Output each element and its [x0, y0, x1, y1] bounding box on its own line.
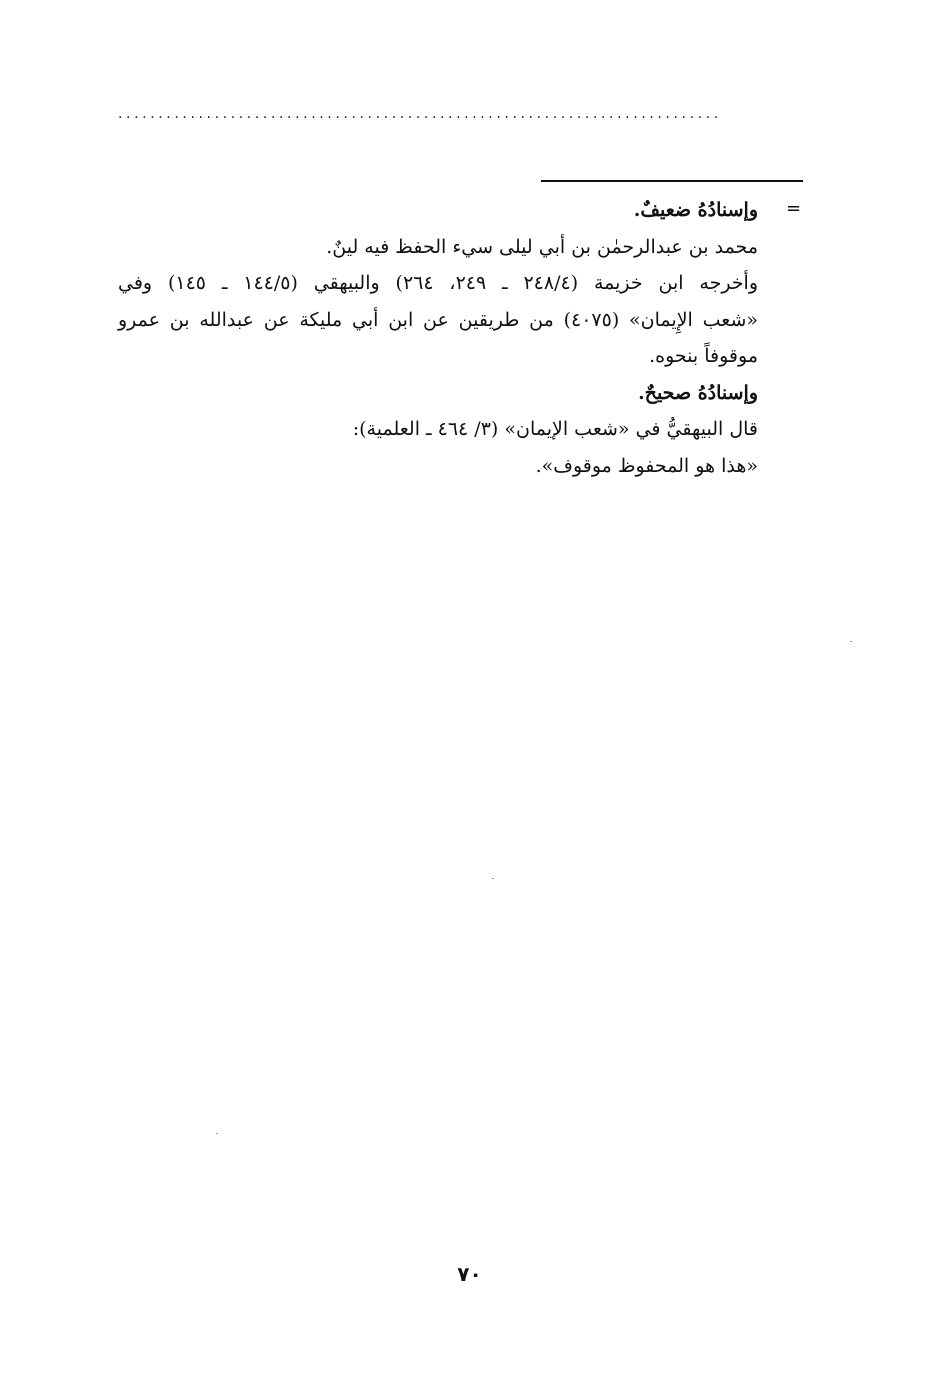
footnote-continuation-marker: = — [786, 198, 802, 219]
page-number: ٧٠ — [457, 1262, 482, 1286]
footnote-line-8: «هذا هو المحفوظ موقوف». — [535, 454, 758, 477]
separator-dots: ........................................................................... — [118, 106, 722, 122]
footnote-line-7: قال البيهقيُّ في «شعب الإيمان» (٣/ ٤٦٤ ـ العلمية): — [352, 418, 758, 440]
scan-speck — [492, 878, 494, 879]
footnote-line-3: وأخرجه ابن خزيمة (٢٤٨/٤ ـ ٢٤٩، ٢٦٤) والبيهقي (١٤٤/٥ ـ ١٤٥) وفي — [118, 272, 758, 294]
footnote-line-1: وإسنادُهُ ضعيفٌ. — [633, 199, 758, 221]
footnote-line-4: «شعب الإِيمان» (٤٠٧٥) من طريقين عن ابن أبي مليكة عن عبدالله بن عمرو — [118, 308, 758, 331]
footnote-rule — [541, 180, 803, 182]
scan-speck — [850, 641, 852, 642]
footnote-line-2: محمد بن عبدالرحمٰن بن أبي ليلى سيء الحفظ فيه لينٌ. — [326, 235, 758, 258]
footnote-line-5: موقوفاً بنحوه. — [649, 345, 758, 367]
scan-speck — [216, 1133, 218, 1134]
footnote-block — [118, 192, 758, 484]
footnote-line-6: وإسنادُهُ صحيحٌ. — [638, 381, 758, 404]
